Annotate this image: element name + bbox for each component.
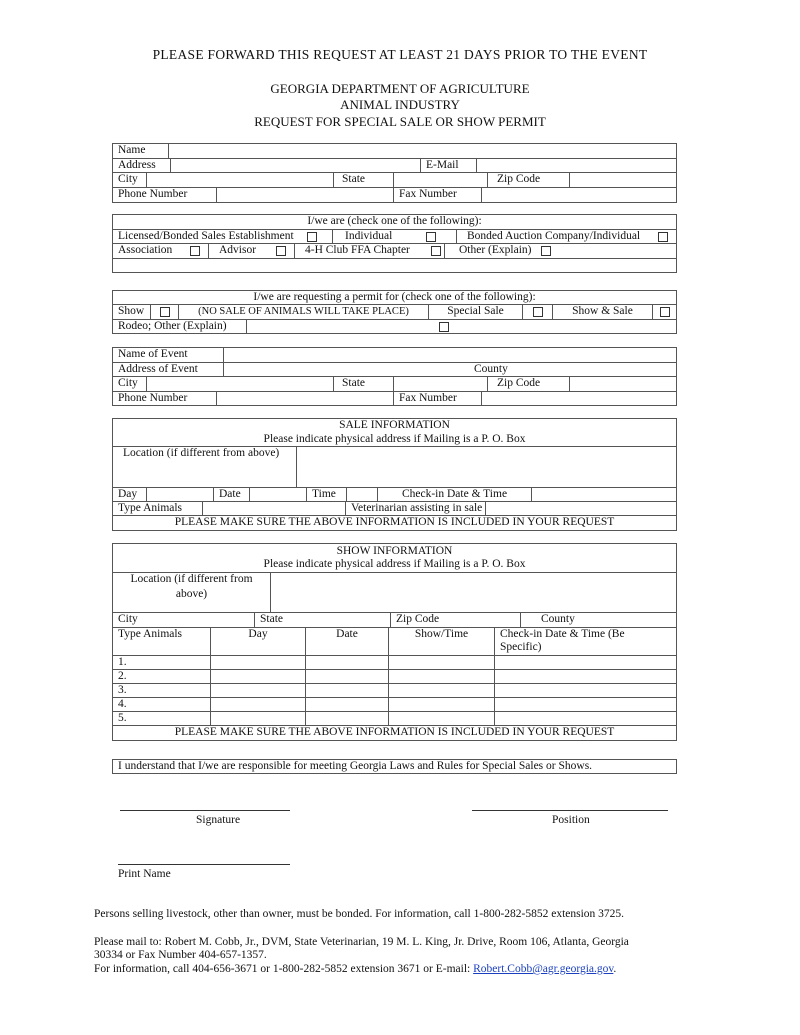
show-row-field[interactable] [389, 698, 495, 711]
show-row-field[interactable] [211, 656, 306, 669]
other-checkbox[interactable] [541, 246, 551, 256]
zip-label: Zip Code [488, 173, 570, 187]
event-fax-label: Fax Number [394, 392, 482, 406]
name-label: Name [113, 144, 169, 158]
sale-location-field[interactable] [297, 447, 676, 487]
show-row-field[interactable] [211, 698, 306, 711]
show-row-field[interactable] [306, 698, 389, 711]
show-location-label-line1: Location (if different from [130, 573, 253, 585]
sale-time-label: Time [307, 488, 347, 501]
sale-subtitle: Please indicate physical address if Mailing is a P. O. Box [263, 433, 526, 445]
state-label: State [334, 173, 394, 187]
position-line[interactable] [472, 810, 668, 811]
fax-field[interactable] [482, 188, 676, 202]
fax-label: Fax Number [394, 188, 482, 202]
sale-checkin-field[interactable] [532, 488, 676, 501]
individual-checkbox[interactable] [426, 232, 436, 242]
city-field[interactable] [147, 173, 334, 187]
zip-field[interactable] [570, 173, 676, 187]
event-city-field[interactable] [147, 377, 334, 391]
event-county-label: County [474, 363, 508, 375]
signature-label: Signature [196, 814, 241, 826]
sale-type-animals-label: Type Animals [113, 502, 203, 515]
sale-date-field[interactable] [250, 488, 307, 501]
show-reminder: PLEASE MAKE SURE THE ABOVE INFORMATION IS INCLUDED IN YOUR REQUEST [174, 726, 615, 738]
row-number: 4. [113, 698, 211, 711]
show-row-field[interactable] [495, 684, 676, 697]
show-row-field[interactable] [389, 656, 495, 669]
bonded-notice: Persons selling livestock, other than owner, must be bonded. For information, call 1-800-282-5852 extension 3725. [94, 908, 625, 920]
show-row-field[interactable] [306, 670, 389, 683]
bonded-checkbox[interactable] [658, 232, 668, 242]
show-row-field[interactable] [211, 670, 306, 683]
advisor-label: Advisor [209, 244, 295, 258]
show-location-label [113, 573, 271, 612]
association-label: Association [113, 244, 209, 258]
no-sale-note: (NO SALE OF ANIMALS WILL TAKE PLACE) [179, 305, 429, 319]
position-label: Position [552, 814, 590, 826]
event-city-label: City [113, 377, 147, 391]
statement-text: I understand that I/we are responsible for meeting Georgia Laws and Rules for Special Sales or Shows. [118, 760, 593, 772]
event-state-label: State [334, 377, 394, 391]
row-number: 3. [113, 684, 211, 697]
contact-info-end: . [613, 963, 617, 975]
state-field[interactable] [394, 173, 488, 187]
statement-box [112, 759, 677, 774]
print-name-label: Print Name [118, 868, 171, 880]
event-phone-field[interactable] [217, 392, 394, 406]
show-row-field[interactable] [495, 656, 676, 669]
row-number: 1. [113, 656, 211, 669]
show-row-field[interactable] [389, 670, 495, 683]
form-title: REQUEST FOR SPECIAL SALE OR SHOW PERMIT [254, 114, 546, 129]
4h-club-label: 4-H Club FFA Chapter [295, 244, 445, 258]
event-name-field[interactable] [224, 348, 676, 362]
show-county-label: County [541, 613, 575, 625]
contact-info-text: For information, call 404-656-3671 or 1-800-282-5852 extension 3671 or E-mail: [94, 963, 474, 975]
association-checkbox[interactable] [190, 246, 200, 256]
col-day: Day [211, 628, 306, 655]
show-table-row [113, 698, 676, 712]
rodeo-checkbox[interactable] [439, 322, 449, 332]
col-checkin [495, 628, 676, 655]
show-row-field[interactable] [211, 684, 306, 697]
city-label: City [113, 173, 147, 187]
top-notice: PLEASE FORWARD THIS REQUEST AT LEAST 21 DAYS PRIOR TO THE EVENT [152, 47, 648, 62]
event-table [112, 347, 677, 406]
col-show-time: Show/Time [389, 628, 495, 655]
row-number: 5. [113, 712, 211, 725]
show-label: Show [113, 305, 151, 319]
rodeo-explain-field[interactable] [247, 320, 676, 334]
show-sale-label: Show & Sale [553, 305, 653, 319]
sale-day-label: Day [113, 488, 147, 501]
show-table-row [113, 656, 676, 670]
email-link[interactable]: Robert.Cobb@agr.georgia.gov [473, 963, 614, 975]
show-row-field[interactable] [495, 712, 676, 725]
event-fax-field[interactable] [482, 392, 676, 406]
show-row-field[interactable] [211, 712, 306, 725]
show-sale-checkbox[interactable] [660, 307, 670, 317]
col-date: Date [306, 628, 389, 655]
email-field[interactable] [477, 159, 676, 172]
show-subtitle: Please indicate physical address if Mailing is a P. O. Box [263, 558, 526, 570]
show-title: SHOW INFORMATION [336, 545, 453, 557]
show-checkbox[interactable] [160, 307, 170, 317]
show-row-field[interactable] [495, 698, 676, 711]
header-department: GEORGIA DEPARTMENT OF AGRICULTURE [270, 81, 530, 96]
sale-vet-field[interactable] [486, 502, 676, 515]
row-number: 2. [113, 670, 211, 683]
event-zip-label: Zip Code [488, 377, 570, 391]
sale-vet-label: Veterinarian assisting in sale [346, 502, 486, 515]
permit-type-table [112, 290, 677, 334]
contact-info [94, 963, 616, 975]
col-checkin-line1: Check-in Date & Time (Be [500, 628, 625, 640]
licensed-label: Licensed/Bonded Sales Establishment [113, 230, 333, 243]
col-type-animals: Type Animals [113, 628, 211, 655]
rodeo-label: Rodeo; Other (Explain) [113, 320, 247, 334]
applicant-table [112, 143, 677, 203]
other-explain-field[interactable] [113, 259, 676, 272]
show-table-row [113, 712, 676, 726]
show-row-field[interactable] [495, 670, 676, 683]
other-label: Other (Explain) [459, 244, 532, 256]
4h-club-checkbox[interactable] [431, 246, 441, 256]
show-row-field[interactable] [306, 684, 389, 697]
address-field[interactable] [171, 159, 421, 172]
mail-address-line2: 30334 or Fax Number 404-657-1357. [94, 949, 267, 961]
show-location-field[interactable] [271, 573, 676, 612]
print-name-line[interactable] [118, 864, 290, 865]
sale-checkin-label: Check-in Date & Time [378, 488, 532, 501]
show-row-field[interactable] [389, 684, 495, 697]
name-field[interactable] [169, 144, 676, 158]
permit-type-title: I/we are requesting a permit for (check one of the following): [253, 291, 536, 303]
signature-line[interactable] [120, 810, 290, 811]
advisor-checkbox[interactable] [276, 246, 286, 256]
special-sale-label: Special Sale [429, 305, 523, 319]
show-info-table [112, 543, 677, 741]
individual-label: Individual [333, 230, 457, 243]
phone-label: Phone Number [113, 188, 217, 202]
address-label: Address [113, 159, 171, 172]
sale-reminder: PLEASE MAKE SURE THE ABOVE INFORMATION IS INCLUDED IN YOUR REQUEST [174, 516, 615, 528]
licensed-checkbox[interactable] [307, 232, 317, 242]
sale-info-table [112, 418, 677, 531]
show-row-field[interactable] [389, 712, 495, 725]
col-checkin-line2: Specific) [500, 641, 542, 653]
sale-date-label: Date [214, 488, 250, 501]
show-state-label: State [255, 613, 391, 627]
show-table-row [113, 684, 676, 698]
show-row-field[interactable] [306, 712, 389, 725]
sale-time-field[interactable] [347, 488, 378, 501]
event-phone-label: Phone Number [113, 392, 217, 406]
mail-address-line1: Please mail to: Robert M. Cobb, Jr., DVM, State Veterinarian, 19 M. L. King, Jr. Drive, Room 106, Atlanta, Georgia [94, 936, 629, 948]
phone-field[interactable] [217, 188, 394, 202]
email-label: E-Mail [421, 159, 477, 172]
event-address-label: Address of Event [113, 363, 224, 376]
event-address-field[interactable] [224, 363, 676, 376]
show-row-field[interactable] [306, 656, 389, 669]
applicant-type-title: I/we are (check one of the following): [307, 215, 482, 227]
sale-title: SALE INFORMATION [339, 419, 450, 431]
event-state-field[interactable] [394, 377, 488, 391]
show-location-label-line2: above) [175, 588, 208, 600]
show-city-label: City [113, 613, 255, 627]
event-name-label: Name of Event [113, 348, 224, 362]
applicant-type-table [112, 214, 677, 273]
sale-type-animals-field[interactable] [203, 502, 346, 515]
show-table-row [113, 670, 676, 684]
header-division: ANIMAL INDUSTRY [340, 97, 460, 112]
show-zip-label: Zip Code [391, 613, 521, 627]
sale-day-field[interactable] [147, 488, 214, 501]
bonded-label: Bonded Auction Company/Individual [467, 230, 641, 242]
event-zip-field[interactable] [570, 377, 676, 391]
sale-location-label: Location (if different from above) [113, 447, 297, 487]
special-sale-checkbox[interactable] [533, 307, 543, 317]
